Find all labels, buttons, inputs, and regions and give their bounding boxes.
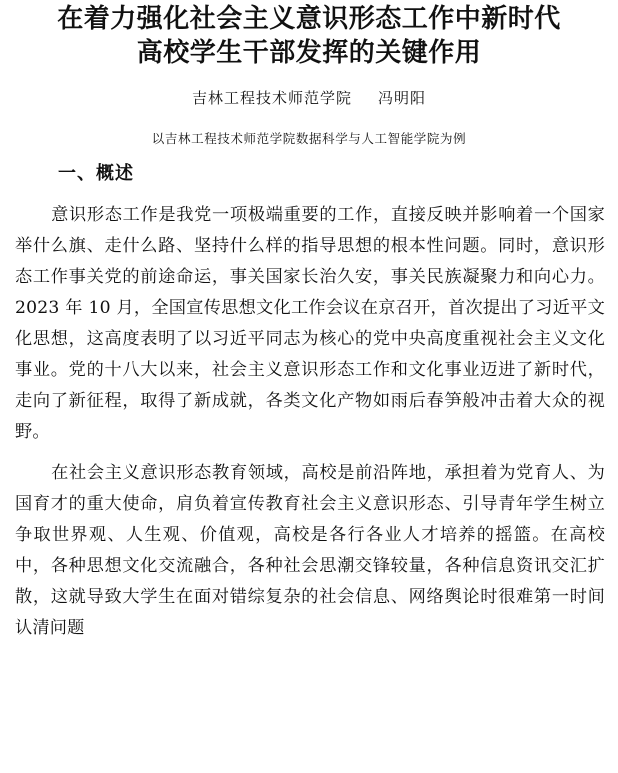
author-byline (0, 88, 618, 108)
paragraph-2: 在社会主义意识形态教育领域，高校是前沿阵地，承担着为党育人、为国育才的重大使命，肩负着宣传教育社会主义意识形态、引导青年学生树立争取世界观、人生观、价值观，高校是各行各业人才培养的摇篮。在高校中，各种思想文化交流融合，各种社会思潮交锋较量，各种信息资讯交汇扩散，这就导致大学生在面对错综复杂的社会信息、网络舆论时很难第一时间认清问题 (15, 463, 605, 638)
author-institution: 吉林工程技术师范学院 (191, 89, 352, 107)
subtitle-note: 以吉林工程技术师范学院数据科学与人工智能学院为例 (151, 131, 467, 146)
title-line-1: 在着力强化社会主义意识形态工作中新时代 (57, 4, 561, 34)
paragraph-1: 意识形态工作是我党一项极端重要的工作，直接反映并影响着一个国家举什么旗、走什么路、坚持什么样的指导思想的根本性问题。同时，意识形态工作事关党的前途命运，事关国家长治久安，事关民族凝聚力和向心力。2023 年 10 月，全国宣传思想文化工作会议在京召开，首次提出了习近平文化思想，这高度表明了以习近平同志为核心的党中央高度重视社会主义文化事业。党的十八大以来，社会主义意识形态工作和文化事业迈进了新时代，走向了新征程，取得了新成就，各类文化产物如雨后春笋般冲击着大众的视野。 (15, 205, 605, 442)
section-heading: 一、概述 (58, 163, 134, 184)
article-title (0, 2, 618, 70)
author-name: 冯明阳 (378, 89, 427, 107)
title-line-2: 高校学生干部发挥的关键作用 (136, 38, 482, 68)
body-text (15, 200, 605, 644)
